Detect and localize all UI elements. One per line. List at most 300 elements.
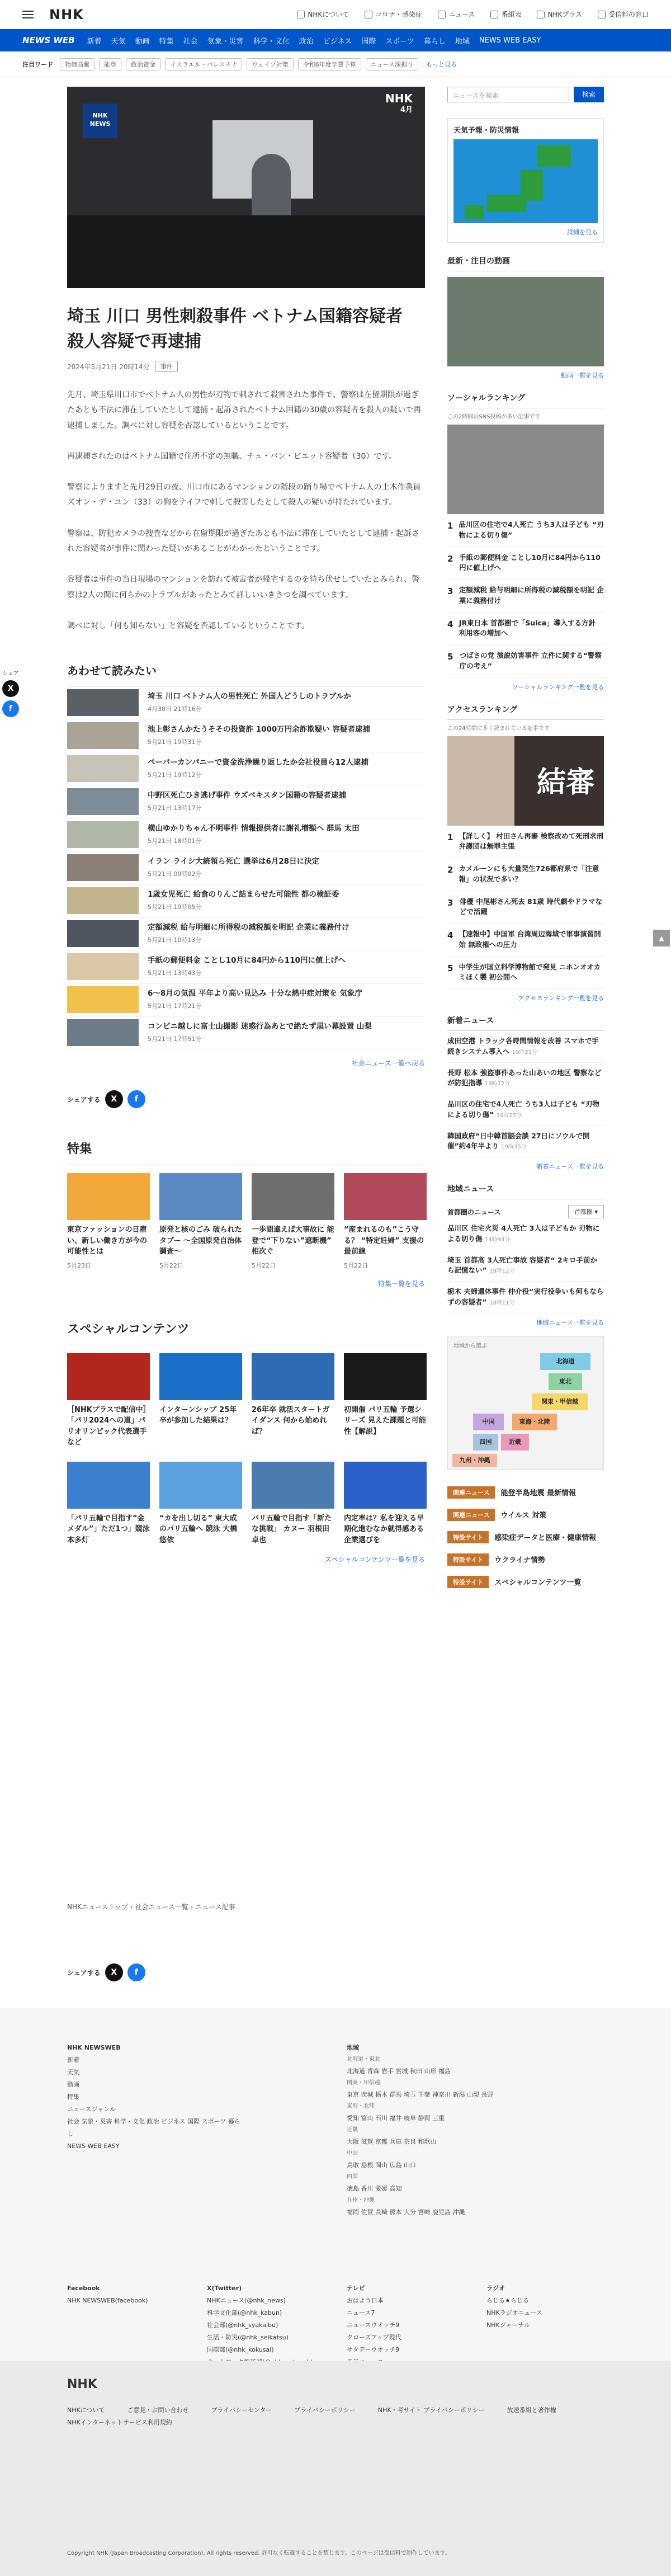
footer-link[interactable]: 科学文化部(@nhk_kabun) [207,2309,282,2316]
feature-link-title: 感染症データと医療・健康情報 [494,1534,597,1542]
access-ranking-item[interactable] [447,957,604,990]
region-item-date: 19時12分 [489,1268,515,1275]
link-icon [297,11,305,18]
facebook-share-icon[interactable]: f [127,1090,145,1108]
related-title: 手紙の郵便料金 ことし10月に84円から110円に値上げへ [148,956,346,966]
nav-item[interactable]: 気象・災害 [207,37,244,46]
region-item[interactable] [447,1250,604,1282]
special-card[interactable] [252,1462,334,1546]
weather-heading: 天気予報・防災情報 [453,126,519,135]
feature-link[interactable] [447,1526,604,1548]
special-card[interactable] [344,1462,427,1546]
footer-social-col [347,2282,459,2368]
footer-link[interactable]: NHKニュース(@nhk_news) [207,2297,286,2304]
special-thumbnail [67,1353,150,1400]
footer-link[interactable]: 国際部(@nhk_kokusai) [207,2346,274,2353]
video-thumbnail[interactable] [447,277,604,366]
footer-link[interactable]: 天気 [67,2069,79,2076]
access-ranking-item[interactable] [447,826,604,859]
related-item[interactable] [67,818,425,851]
related-title: 横山ゆかりちゃん不明事件 情報提供者に謝礼増額へ 群馬 太田 [148,824,360,833]
footer-twitter-heading: X(Twitter) [207,2285,242,2292]
special-title: “カを出し切る” 東大成のパリ五輪へ 競泳 大橋悠依 [159,1514,238,1544]
article-paragraph: 調べに対し「何も知らない」と容疑を否認しているということです。 [67,621,309,630]
feature-badge: 関連ニュース [447,1509,495,1521]
feature-card[interactable] [159,1173,242,1270]
scroll-top-button[interactable]: ▲ [653,930,670,946]
search-button[interactable]: 検索 [574,87,604,102]
features-grid [67,1173,425,1270]
trending-tag[interactable]: イスラエル・パレスチナ [165,58,242,70]
region-item-title: 栃木 夫婦遺体事件 仲介役“実行役争いも何もならずの容疑者” [447,1287,604,1306]
related-date: 5月21日 17時21分 [148,1002,202,1010]
footer-bottom-link[interactable]: プライバシーポリシー [294,2407,356,2414]
sidebar [447,87,604,1593]
latest-item[interactable] [447,1126,604,1158]
latest-item-title: 韓国政府“日中韓首脳会談 27日にソウルで開催”約4年半より [447,1131,590,1151]
weather-link[interactable]: 詳細を見る [567,229,598,236]
article-paragraph: 警察によりますと先月29日の夜、川口市にあるマンションの階段の踊り場でベトナム人の土木作業員ズオン・デ・ユン（33）の胸をナイフで刺して殺害したとして殺人の疑いが持たれています。 [67,483,421,507]
footer-link[interactable]: 関東・甲信越 [347,2080,380,2086]
link-icon [537,11,545,18]
feature-badge: 特設サイト [447,1553,489,1566]
trending-tag[interactable]: 能登 [99,58,121,70]
special-more-link[interactable]: スペシャルコンテンツ一覧を見る [324,1556,425,1564]
nav-item[interactable]: ビジネス [323,37,352,46]
special-thumbnail [252,1353,334,1400]
article-date: 2024年5月21日 20時14分 [67,362,150,371]
nav-item[interactable]: 政治 [299,37,314,46]
header-links [297,10,649,19]
trending-label: 注目ワード [22,60,53,68]
related-title: コンビニ越しに富士山撮影 迷惑行為あとで絶たず黒い幕設置 山梨 [148,1022,372,1032]
footer-region-heading: 地域 [347,2044,359,2051]
link-icon [365,11,372,18]
footer-link[interactable]: 近畿 [347,2127,358,2133]
access-ranking-item[interactable] [447,891,604,924]
nav-item[interactable]: 社会 [183,37,198,46]
area-kanto[interactable]: 関東・甲信越 [532,1393,588,1410]
header-link[interactable]: NHKについて [297,10,349,19]
feature-card[interactable] [252,1173,334,1270]
social-ranking-item[interactable] [447,645,604,678]
related-date: 5月21日 19時12分 [148,771,202,779]
footer-link[interactable]: 鳥取 島根 岡山 広島 山口 [347,2161,416,2169]
article-paragraph: 容疑者は事件の当日現場のマンションを訪れて被害者が帰宅するのを待ち伏せしていたとみられ、警察は2人の間に何らかのトラブルがあったとみて詳しいいきさつを調べています。 [67,575,420,600]
access-ranking-item-title: 【速報中】中国軍 台湾周辺海域で軍事演習開始 無政権への圧力 [459,930,601,949]
x-share-icon[interactable]: X [105,1963,123,1981]
latest-item[interactable] [447,1031,604,1063]
related-title: 1歳女児死亡 給食のりんご詰まらせた可能性 都の検証委 [148,890,339,900]
special-title: パリ五輪で目指す「新たな挑戦」 カヌー 羽根田卓也 [252,1514,332,1544]
feature-title: 一歩間違えば大事故に 能登で“下りない”遮断機” 相次ぐ [252,1226,334,1256]
header-link[interactable]: 番組表 [490,10,521,19]
rank-number: 4 [447,619,453,629]
social-ranking-item[interactable] [447,514,604,547]
social-ranking-item[interactable] [447,547,604,580]
article-body [67,388,425,634]
footer-social-col [486,2282,598,2332]
access-ranking-sub: この24時間に多く読まれている記事です [447,725,550,732]
region-heading: 地域ニュース [447,1183,604,1199]
feature-link[interactable] [447,1548,604,1571]
footer-link[interactable]: 東京 茨城 栃木 群馬 埼玉 千葉 神奈川 新潟 山梨 長野 [347,2091,494,2098]
region-link[interactable]: 地域ニュース一覧を見る [536,1318,604,1326]
footer-link[interactable]: 四国 [347,2174,358,2180]
trending-tag[interactable]: 政治資金 [126,58,160,70]
rank-number: 3 [447,586,453,596]
access-ranking-image[interactable] [447,736,604,826]
footer-region-col [347,2042,593,2219]
latest-item-date: 19時12分 [484,1081,511,1087]
special-title: 「パリ五輪で目指す“金メダル”」ただ1つ」競泳 本多灯 [67,1514,150,1544]
nav-item[interactable]: 動画 [135,37,150,46]
social-ranking-item[interactable] [447,613,604,646]
footer-link[interactable]: 社会 気象・災害 科学・文化 政治 ビジネス 国際 スポーツ 暮らし [67,2118,240,2137]
related-item[interactable] [67,884,425,917]
special-thumbnail [252,1462,334,1509]
access-ranking-item-title: 俳優 中尾彬さん死去 81歳 時代劇やドラマなどで活躍 [459,897,603,916]
link-icon [598,11,606,18]
special-card[interactable] [67,1353,150,1448]
feature-links [447,1481,604,1593]
related-thumbnail [67,953,139,980]
feature-thumbnail [159,1173,242,1220]
footer-link[interactable]: 社会部(@nhk_syakaibu) [207,2321,278,2329]
link-icon [438,11,446,18]
related-date: 5月21日 09時02分 [148,870,202,878]
social-ranking-link[interactable]: ソーシャルランキング一覧を見る [512,683,604,691]
footer-link[interactable]: 新着 [67,2056,79,2064]
special-title: 初開催 パリ五輪 予選シリーズ 見えた課題と可能性【解説】 [344,1405,426,1436]
related-thumbnail [67,920,139,947]
footer-bottom-link[interactable]: ご意見・お問い合わせ [127,2407,189,2414]
feature-badge: 関連ニュース [447,1486,495,1499]
related-item[interactable] [67,719,425,752]
footer-bottom [0,2361,671,2576]
access-ranking-item-title: カメルーンにも大量発生726都府県で「注意報」の状況で多い？ [459,864,599,883]
nhk-logo[interactable]: NHK [49,6,84,22]
footer-link[interactable]: 大阪 滋賀 京都 兵庫 奈良 和歌山 [347,2138,437,2145]
weather-box [447,118,604,243]
features-more-link[interactable]: 特集一覧を見る [377,1279,425,1288]
latest-heading: 新着ニュース [447,1015,604,1031]
share-bar-bottom [67,1963,145,1981]
feature-date: 5月23日 [67,1261,91,1269]
social-ranking-image[interactable] [447,425,604,514]
rank-number: 1 [447,832,453,842]
access-ranking-item[interactable] [447,924,604,957]
latest-item-title: 成田空港 トラック各時間情報を改善 スマホで手続きシステム導入へ [447,1037,599,1056]
related-thumbnail [67,689,139,716]
social-ranking-item-title: JR東日本 首都圏で「Suica」導入する方針 利用客の増加へ [459,618,596,638]
chevron-right-icon: › [190,1903,196,1911]
special-title: 内定率は？私を迎える早期化進むなか就得感ある企業選びを [344,1514,424,1544]
region-item-date: 14時44分 [484,1236,511,1243]
latest-item[interactable] [447,1063,604,1095]
trending-tag[interactable]: 令和6年度学費予算 [298,58,361,70]
related-date: 5月21日 13時43分 [148,969,202,977]
access-ranking-list [447,826,604,990]
related-title: イラン ライシ大統領ら死亡 選挙は6月28日に決定 [148,857,320,866]
area-tohoku[interactable]: 東北 [549,1373,582,1390]
related-item[interactable] [67,983,425,1016]
nhk-news-badge: NHK NEWS [83,103,117,138]
header-link[interactable]: コロナ・感染症 [365,10,422,19]
footer-brand[interactable]: NHK NEWSWEB [67,2044,121,2051]
news-search [447,87,604,102]
special-thumbnail [159,1353,242,1400]
footer-link[interactable]: 生活・防災(@nhk_seikatsu) [207,2334,289,2341]
special-card[interactable] [159,1353,242,1448]
search-input[interactable]: ニュースを検索 [447,87,569,102]
area-hokkaido[interactable]: 北海道 [540,1353,590,1370]
access-ranking-item-title: 中学生が国立科学博物館で発見 ニホンオオカミほく製 初公開へ [459,962,601,982]
footer-social-col [207,2282,319,2368]
related-item[interactable] [67,785,425,818]
nav-item[interactable]: 暮らし [423,37,446,46]
latest-item-date: 19時21分 [512,1049,538,1056]
special-title: 26年卒 就活スタートガイダンス 何から始めれば？ [252,1405,330,1436]
footer-link[interactable]: NHKジャーナル [486,2321,530,2329]
feature-title: 東京ファッションの日雇い、新しい働き方が今の可能性とは [67,1226,148,1256]
latest-link[interactable]: 新着ニュース一覧を見る [536,1163,604,1170]
special-thumbnail [344,1462,427,1509]
related-item[interactable] [67,917,425,950]
feature-card[interactable] [344,1173,427,1270]
region-item[interactable] [447,1282,604,1313]
latest-item-date: 19時27分 [496,1112,522,1119]
region-list [447,1218,604,1313]
feature-link[interactable] [447,1481,604,1504]
footer-link[interactable]: 東海・北陸 [347,2103,375,2109]
footer-radio-heading: ラジオ [486,2285,505,2292]
related-thumbnail [67,755,139,782]
footer-link[interactable]: ニュースジャンル [67,2106,116,2113]
area-kyushu[interactable]: 九州・沖縄 [452,1454,497,1467]
share-label: シェアする [67,1969,101,1977]
more-tags-link[interactable]: もっと見る [426,60,457,68]
article-title: 埼玉 川口 男性刺殺事件 ベトナム国籍容疑者 殺人容疑で再逮捕 [67,307,403,351]
area-tokai[interactable]: 東海・北陸 [512,1414,557,1430]
nav-item[interactable]: 特集 [159,37,174,46]
latest-item-title: 長野 松本 強盗事件あった山あいの地区 警察など が防犯指導 [447,1068,602,1087]
footer-link[interactable]: 中国 [347,2150,358,2156]
facebook-share-icon[interactable]: f [2,700,19,717]
footer-link[interactable]: らじる★らじる [486,2297,529,2304]
related-more-link[interactable]: 社会ニュース一覧へ戻る [351,1059,425,1068]
social-ranking-item[interactable] [447,580,604,613]
map-caption: 地域から選ぶ [453,1343,487,1349]
region-item-title: 品川区 住宅火災 4人死亡 3人は子どもか 刃物による切り傷 [447,1224,600,1243]
article-hero-image [67,87,425,288]
footer-link[interactable]: ニュース7 [347,2309,375,2316]
main-column [67,87,425,1564]
access-ranking-heading: アクセスランキング [447,704,604,720]
feature-date: 5月22日 [252,1261,276,1269]
feature-thumbnail [67,1173,150,1220]
article-meta [67,361,425,372]
related-list [67,686,425,1049]
footer-news-col [67,2042,246,2153]
footer-facebook-heading: Facebook [67,2285,100,2292]
rank-number: 3 [447,897,453,908]
related-title: ペーパーカンパニーで資金洗浄繰り返したか会社役員ら12人逮捕 [148,758,368,767]
latest-item-title: 品川区の住宅で4人死亡 うち3人は子ども “刃物による切り傷” [447,1100,599,1119]
footer-link[interactable]: 動画 [67,2081,79,2088]
related-thumbnail [67,854,139,881]
feature-link-title: ウクライナ情勢 [494,1556,545,1565]
region-map[interactable] [447,1336,604,1470]
region-select[interactable]: 首都圏 ▾ [568,1205,604,1218]
related-item[interactable] [67,950,425,983]
nav-item[interactable]: NEWS WEB EASY [479,36,541,45]
footer-link[interactable]: 徳島 香川 愛媛 高知 [347,2185,402,2192]
social-ranking-item-title: 品川区の住宅で4人死亡 うち3人は子ども “刃物による切り傷” [459,520,604,539]
nav-item[interactable]: 科学・文化 [253,37,290,46]
footer-link[interactable]: 福岡 佐賀 長崎 熊本 大分 宮崎 鹿児島 沖縄 [347,2208,465,2216]
related-item[interactable] [67,752,425,785]
special-heading: スペシャルコンテンツ [67,1320,425,1345]
breadcrumb [67,1902,235,1911]
hero-watermark: NHK 4月 [385,92,413,114]
trending-tag[interactable]: 物価高騰 [60,58,94,70]
footer-link[interactable]: 特集 [67,2093,79,2101]
news-web-brand[interactable]: NEWS WEB [22,35,75,45]
footer-link[interactable]: サタデーウオッチ9 [347,2346,400,2353]
feature-link[interactable] [447,1571,604,1593]
floating-share [0,668,22,717]
rank-number: 4 [447,930,453,940]
related-thumbnail [67,788,139,815]
footer-link[interactable]: 北海道 青森 岩手 宮城 秋田 山形 福島 [347,2068,451,2075]
footer-bottom-link[interactable]: NHKについて [67,2407,105,2414]
special-card[interactable] [67,1462,150,1546]
image-caption: 結審 [536,765,595,799]
region-item[interactable] [447,1218,604,1250]
related-thumbnail [67,722,139,749]
social-ranking-list [447,514,604,678]
related-title: 中野区死亡ひき逃げ事件 ウズベキスタン国籍の容疑者逮捕 [148,791,347,800]
video-link[interactable]: 動画一覧を見る [561,372,604,379]
region-item-title: 埼玉 首都高 3人死亡事故 容疑者“ 2キロ手前から記憶ない” [447,1255,598,1275]
area-chugoku[interactable]: 中国 [473,1414,504,1430]
footer-link[interactable]: 北海道・東北 [347,2056,380,2062]
nav-item[interactable]: 新着 [87,37,102,46]
menu-icon[interactable] [22,8,34,21]
related-item[interactable] [67,1016,425,1049]
related-date: 5月21日 19時31分 [148,738,202,746]
footer-link[interactable]: NEWS WEB EASY [67,2142,120,2150]
nav-item[interactable]: 国際 [361,37,376,46]
nav-item[interactable]: 地域 [455,37,470,46]
access-ranking-item[interactable] [447,858,604,891]
hero-foreground [67,215,425,288]
category-tag[interactable]: 事件 [155,361,178,372]
share-label: シェア [2,671,19,677]
footer-link[interactable]: NHKラジオニュース [486,2309,542,2316]
x-share-icon[interactable]: X [105,1090,123,1108]
feature-title: 原発と核のごみ 破られたタブー 〜全国原発自治体調査〜 [159,1226,242,1256]
weather-map[interactable] [453,139,598,223]
main-nav [0,29,671,51]
site-header [0,0,671,29]
footer-logo[interactable]: NHK [67,2377,97,2391]
access-ranking-link[interactable]: アクセスランキング一覧を見る [518,995,604,1002]
related-title: 池上彰さんかたうそその投資詐 1000万円余詐欺疑い 容疑者逮捕 [148,725,370,734]
nav-item[interactable]: 天気 [111,37,126,46]
trending-tag[interactable]: ウェイプ対策 [247,58,293,70]
related-thumbnail [67,1019,139,1046]
facebook-share-icon[interactable]: f [127,1963,145,1981]
link-icon [490,11,498,18]
footer-link[interactable]: 九州・沖縄 [347,2197,375,2203]
area-shikoku[interactable]: 四国 [473,1434,498,1451]
related-item[interactable] [67,851,425,884]
area-kinki[interactable]: 近畿 [501,1434,529,1451]
feature-link-title: スペシャルコンテンツ一覧 [494,1579,582,1587]
chevron-right-icon: › [130,1903,135,1911]
footer-bottom-link[interactable]: NHKインターネットサービス利用規約 [67,2419,172,2426]
special-card[interactable] [252,1353,334,1448]
related-thumbnail [67,986,139,1013]
features-heading: 特集 [67,1139,425,1165]
header-link[interactable]: 受信料の窓口 [598,10,649,19]
rank-number: 5 [447,652,453,662]
related-item[interactable] [67,686,425,719]
footer-bottom-link[interactable]: プライバシーセンター [211,2407,272,2414]
breadcrumb-item: ニュース記事 [195,1903,235,1911]
footer-link[interactable]: 愛知 富山 石川 福井 岐阜 静岡 三重 [347,2115,445,2122]
share-label: シェアする [67,1095,101,1104]
footer-bottom-link[interactable]: 放送番組と著作権 [507,2407,556,2414]
feature-thumbnail [344,1173,427,1220]
rank-number: 2 [447,553,453,564]
related-thumbnail [67,887,139,914]
breadcrumb-item[interactable]: 社会ニュース一覧 [135,1903,188,1911]
x-share-icon[interactable]: X [2,680,19,697]
feature-card[interactable] [67,1173,150,1270]
latest-item[interactable] [447,1094,604,1126]
footer-link[interactable]: おはよう日本 [347,2297,384,2304]
special-title: インターンシップ 25年卒が参加した結果は？ [159,1405,237,1425]
header-link[interactable]: NHKプラス [537,10,582,19]
footer-link[interactable]: クローズアップ現代 [347,2334,401,2341]
article-paragraph: 先月、埼玉県川口市でベトナム人の男性が刃物で刺されて殺害された事件で、警察は在留期限が過ぎたあとも不法に滞在していたとして逮捕・起訴されたベトナム国籍の30歳の容疑者を殺人の疑いで再逮捕しました。調べに対し容疑を否認しているということです。 [67,390,422,430]
special-card[interactable] [344,1353,427,1448]
feature-link[interactable] [447,1504,604,1526]
related-title: 定額減税 給与明細に所得税の減税額を明記 企業に義務付け [148,923,349,933]
footer-link[interactable]: ニュースウオッチ9 [347,2321,400,2329]
feature-title: “産まれるのも”こう守る？ “特定妊婦” 支援の最前線 [344,1226,424,1256]
breadcrumb-item[interactable]: NHKニューストップ [67,1903,128,1911]
special-grid [67,1353,425,1448]
header-link[interactable]: ニュース [438,10,475,19]
feature-date: 5月22日 [344,1261,368,1269]
trending-tag[interactable]: ニュース深掘り [366,58,418,70]
rank-number: 5 [447,963,453,973]
related-thumbnail [67,821,139,848]
copyright: Copyright NHK (Japan Broadcasting Corporation). All rights reserved. 許可なく転載することを禁じます。このページは受信料で制作しています。 [67,2550,451,2556]
trending-words [0,51,671,77]
special-card[interactable] [159,1462,242,1546]
footer-link[interactable]: NHK NEWSWEB(facebook) [67,2297,148,2304]
related-date: 5月21日 19時05分 [148,903,202,911]
nav-item[interactable]: スポーツ [385,37,414,46]
latest-list [447,1031,604,1157]
footer-bottom-link[interactable]: NHK・考サイト プライバシーポリシー [377,2407,485,2414]
share-bar [67,1090,425,1108]
